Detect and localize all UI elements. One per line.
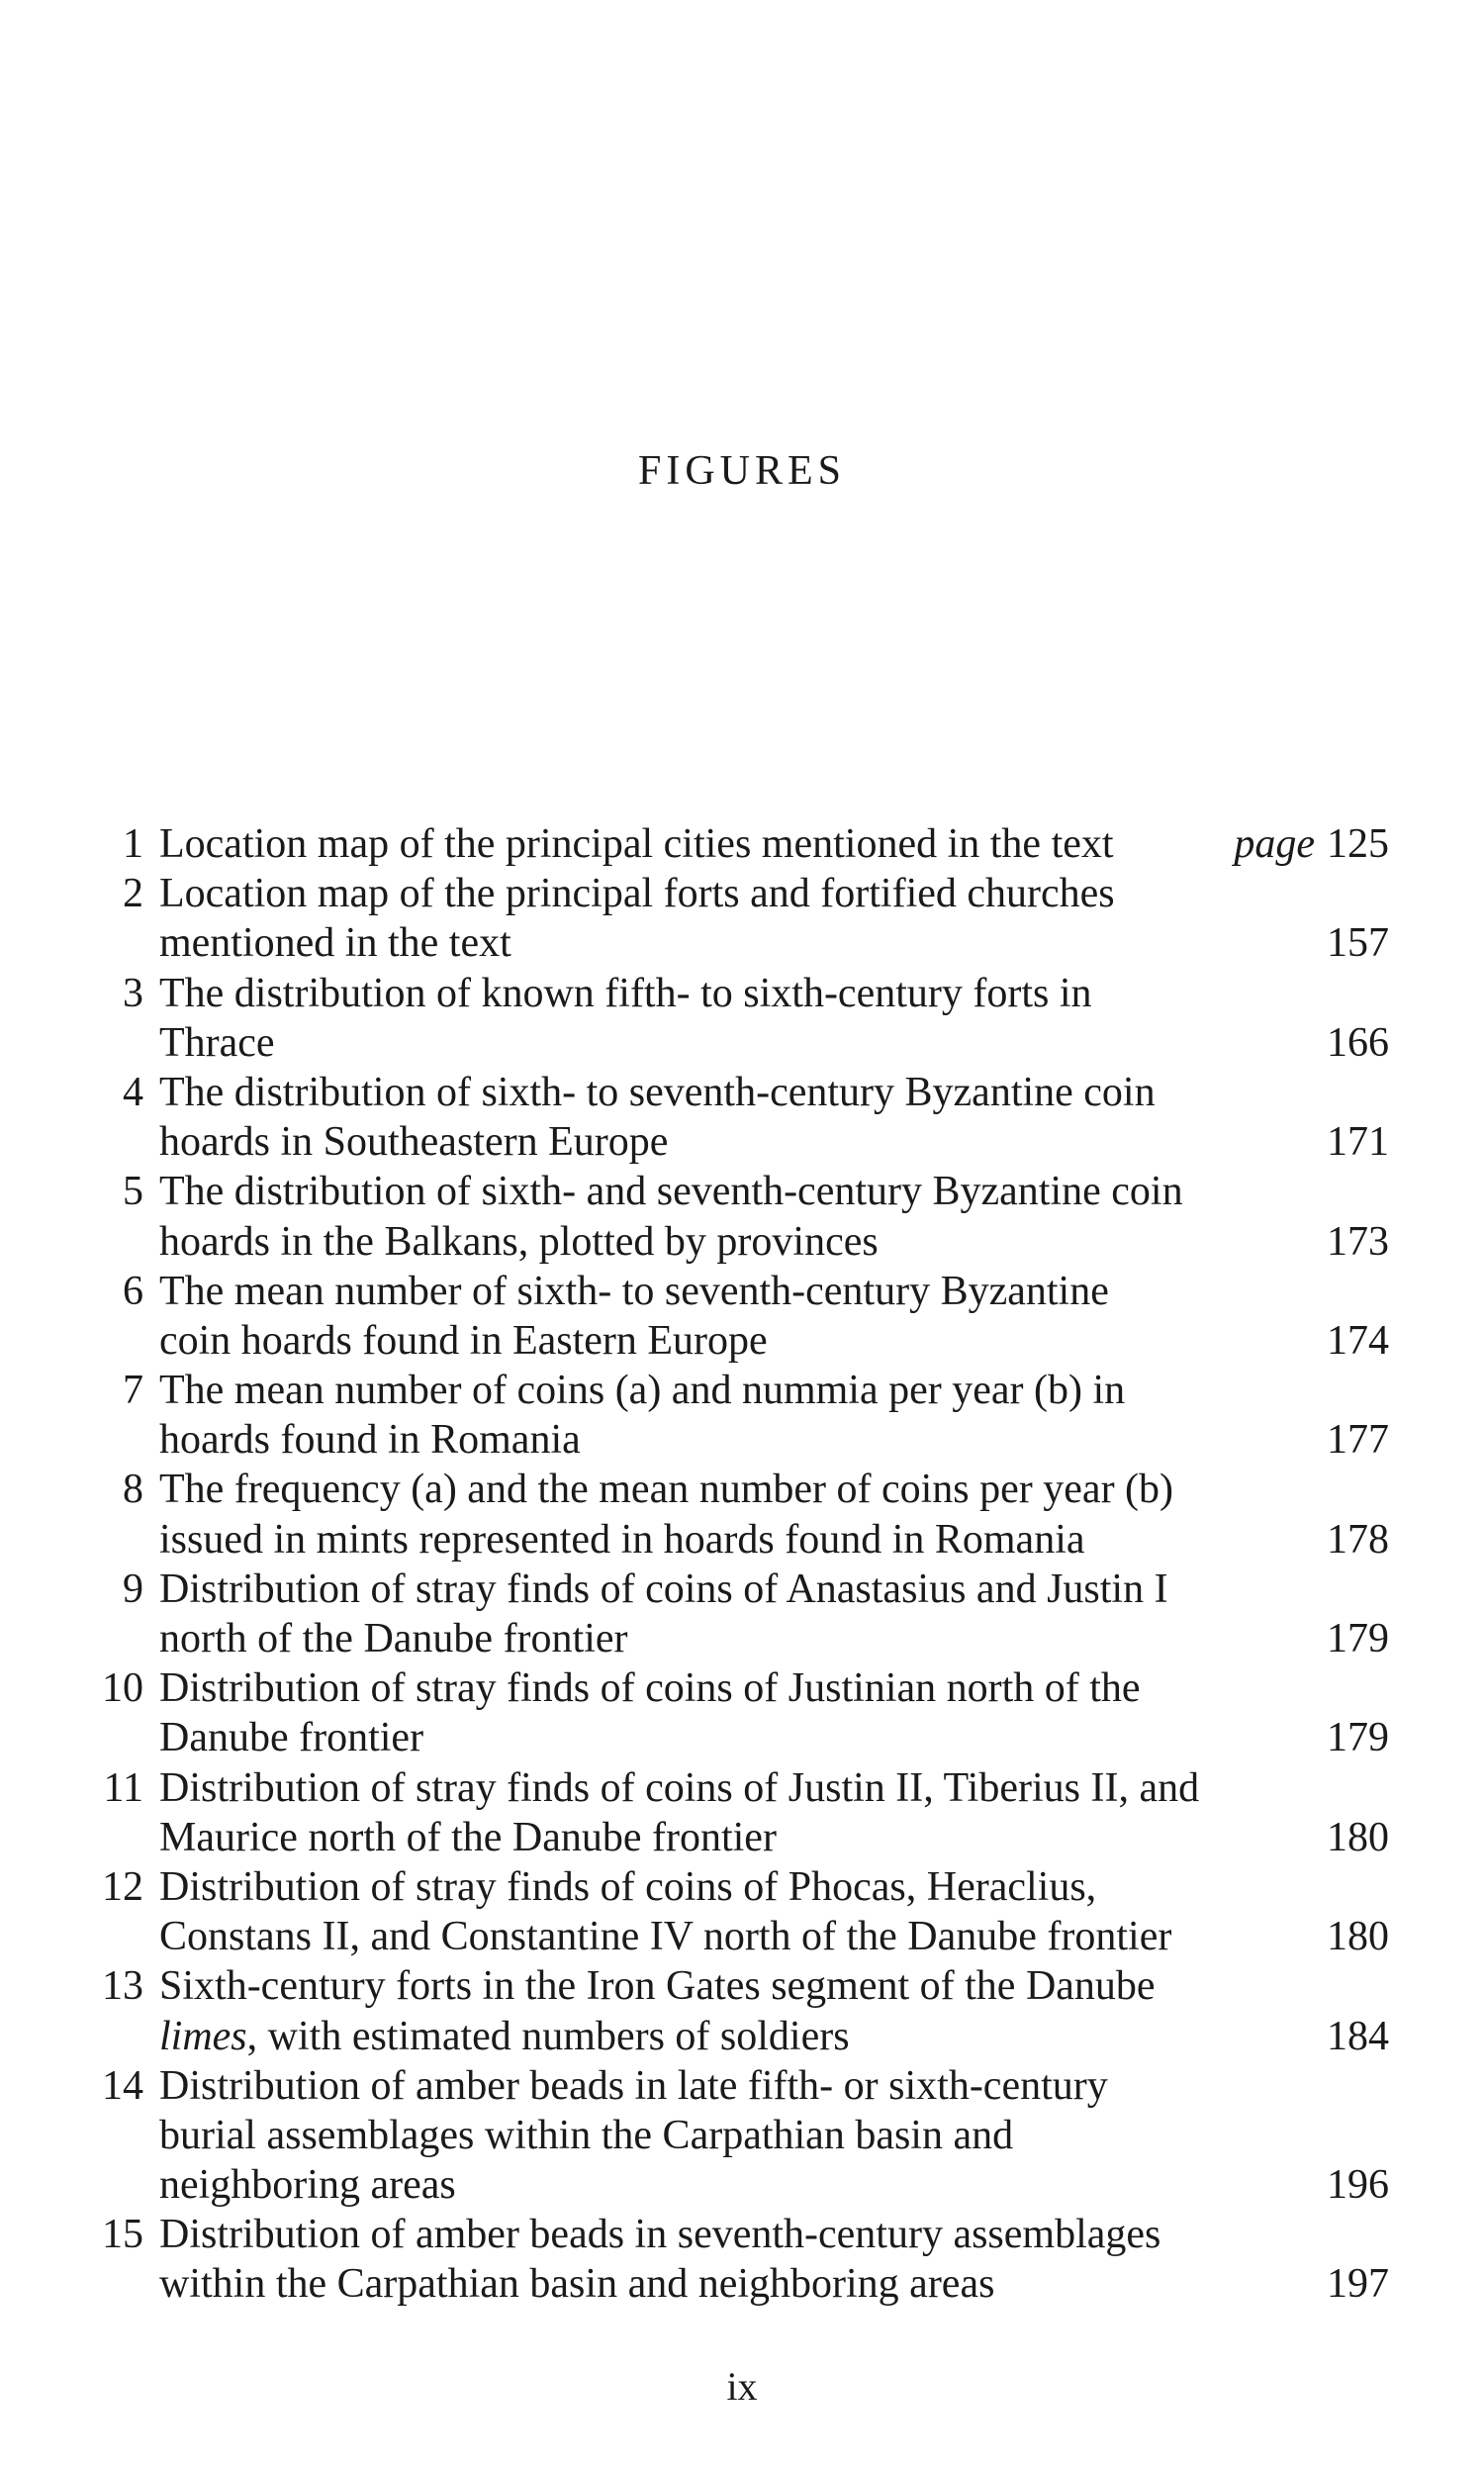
figure-page-number: page 125 [1234, 821, 1389, 867]
figure-caption-line: issued in mints represented in hoards found in Romania [159, 1516, 1085, 1563]
figure-number: 2 [123, 871, 143, 917]
figure-entry [0, 2061, 1484, 2211]
figure-caption-line: Distribution of stray finds of coins of Justin II, Tiberius II, and [159, 1764, 1200, 1811]
figure-caption-line: The distribution of sixth- to seventh-century Byzantine coin [159, 1069, 1156, 1115]
figure-number: 7 [123, 1368, 143, 1414]
figure-number: 10 [102, 1665, 143, 1712]
figure-page-number: 157 [1327, 920, 1389, 967]
figure-caption-line: The distribution of sixth- and seventh-century Byzantine coin [159, 1169, 1183, 1215]
figure-line [0, 1117, 1484, 1167]
figure-line [0, 2259, 1484, 2309]
figure-line [0, 1614, 1484, 1663]
figure-caption-line: Distribution of amber beads in late fifth- or sixth-century [159, 2062, 1108, 2109]
figure-page-number: 173 [1327, 1218, 1389, 1265]
figure-caption-line: The mean number of sixth- to seventh-century Byzantine [159, 1268, 1109, 1314]
figure-page-number: 174 [1327, 1317, 1389, 1364]
figure-entry [0, 1862, 1484, 1961]
figure-entry [0, 1663, 1484, 1762]
figure-caption-line: Location map of the principal forts and fortified churches [159, 871, 1115, 917]
figure-line [0, 1961, 1484, 2011]
figure-entry [0, 1465, 1484, 1564]
figure-line [0, 1565, 1484, 1614]
figure-line [0, 1415, 1484, 1465]
figure-caption-line: Distribution of stray finds of coins of Justinian north of the [159, 1665, 1141, 1712]
figure-caption-line: Distribution of stray finds of coins of Phocas, Heraclius, [159, 1863, 1097, 1910]
figure-line [0, 1862, 1484, 1912]
figure-caption-line: burial assemblages within the Carpathian basin and [159, 2112, 1014, 2158]
figure-page-number: 184 [1327, 2013, 1389, 2059]
figure-line [0, 869, 1484, 918]
figure-page-number: 197 [1327, 2261, 1389, 2308]
figure-caption-line: Distribution of amber beads in seventh-century assemblages [159, 2212, 1161, 2258]
figure-number: 8 [123, 1467, 143, 1513]
figure-page-number: 178 [1327, 1516, 1389, 1563]
figure-entry [0, 1167, 1484, 1266]
figure-line [0, 2061, 1484, 2111]
figure-line [0, 1465, 1484, 1514]
figure-page-number: 179 [1327, 1715, 1389, 1761]
figure-line [0, 1366, 1484, 1415]
figure-caption-line: mentioned in the text [159, 920, 511, 967]
figure-caption-line: hoards in Southeastern Europe [159, 1119, 669, 1166]
figure-line [0, 969, 1484, 1018]
figure-line [0, 819, 1484, 869]
italic-term: limes [159, 2013, 247, 2059]
figure-entry [0, 1366, 1484, 1465]
figure-line [0, 1912, 1484, 1961]
figure-caption-line: within the Carpathian basin and neighboring areas [159, 2261, 995, 2308]
figure-caption-line: Location map of the principal cities mentioned in the text [159, 821, 1114, 867]
figure-page-number: 180 [1327, 1914, 1389, 1960]
figure-caption-line: Sixth-century forts in the Iron Gates segment of the Danube [159, 1963, 1156, 2010]
figure-caption-line: north of the Danube frontier [159, 1616, 628, 1661]
figure-number: 1 [123, 821, 143, 867]
figure-line [0, 1267, 1484, 1316]
figure-page-number: 166 [1327, 1019, 1389, 1066]
figure-line [0, 1813, 1484, 1862]
figure-entry [0, 1565, 1484, 1663]
figure-line [0, 2210, 1484, 2259]
figure-list [0, 819, 1484, 2310]
figure-page-number: 180 [1327, 1814, 1389, 1860]
figure-caption-line: The mean number of coins (a) and nummia per year (b) in [159, 1368, 1126, 1414]
figure-caption-line: Constans II, and Constantine IV north of the Danube frontier [159, 1914, 1172, 1960]
figure-entry [0, 1961, 1484, 2060]
figure-number: 9 [123, 1565, 143, 1612]
figure-caption-line: Thrace [159, 1019, 275, 1066]
figure-number: 12 [102, 1863, 143, 1910]
figure-line [0, 1663, 1484, 1713]
figure-number: 15 [102, 2212, 143, 2258]
figure-number: 6 [123, 1268, 143, 1314]
figure-line [0, 2160, 1484, 2210]
figure-caption-line: limes, with estimated numbers of soldiers [159, 2013, 850, 2059]
figure-entry [0, 1267, 1484, 1366]
figure-caption-line: The distribution of known fifth- to sixth-century forts in [159, 970, 1092, 1016]
figure-page-number: 179 [1327, 1616, 1389, 1661]
figure-entry [0, 1763, 1484, 1862]
figure-page-number: 177 [1327, 1417, 1389, 1464]
page-folio: ix [726, 2364, 758, 2409]
figure-number: 11 [103, 1764, 143, 1811]
page-label: page [1234, 821, 1315, 867]
figure-page-number: 171 [1327, 1119, 1389, 1166]
figure-entry [0, 2210, 1484, 2309]
figure-line [0, 1316, 1484, 1366]
figure-caption-line: Maurice north of the Danube frontier [159, 1814, 777, 1860]
figure-caption-line: Distribution of stray finds of coins of Anastasius and Justin I [159, 1565, 1168, 1612]
figure-line [0, 1068, 1484, 1117]
figure-line [0, 918, 1484, 968]
figure-number: 14 [102, 2062, 143, 2109]
figure-entry [0, 1068, 1484, 1167]
figure-caption-line: neighboring areas [159, 2162, 456, 2209]
figure-caption-line: The frequency (a) and the mean number of coins per year (b) [159, 1467, 1174, 1513]
page-heading: FIGURES [637, 448, 847, 494]
figure-number: 13 [102, 1963, 143, 2010]
figure-caption-line: Danube frontier [159, 1715, 424, 1761]
figure-line [0, 2111, 1484, 2160]
figure-caption-line: hoards in the Balkans, plotted by provinces [159, 1218, 879, 1265]
figure-number: 5 [123, 1169, 143, 1215]
figure-entry [0, 819, 1484, 869]
figure-number: 4 [123, 1069, 143, 1115]
figure-line [0, 1515, 1484, 1565]
figure-line [0, 1713, 1484, 1762]
figure-page-number: 196 [1327, 2162, 1389, 2209]
figure-line [0, 1217, 1484, 1267]
figure-caption-line: coin hoards found in Eastern Europe [159, 1317, 768, 1364]
figure-line [0, 2012, 1484, 2061]
figure-caption-line: hoards found in Romania [159, 1417, 581, 1464]
figure-line [0, 1018, 1484, 1068]
figure-entry [0, 969, 1484, 1068]
figure-line [0, 1167, 1484, 1216]
figure-entry [0, 869, 1484, 968]
figure-line [0, 1763, 1484, 1813]
figure-number: 3 [123, 970, 143, 1016]
